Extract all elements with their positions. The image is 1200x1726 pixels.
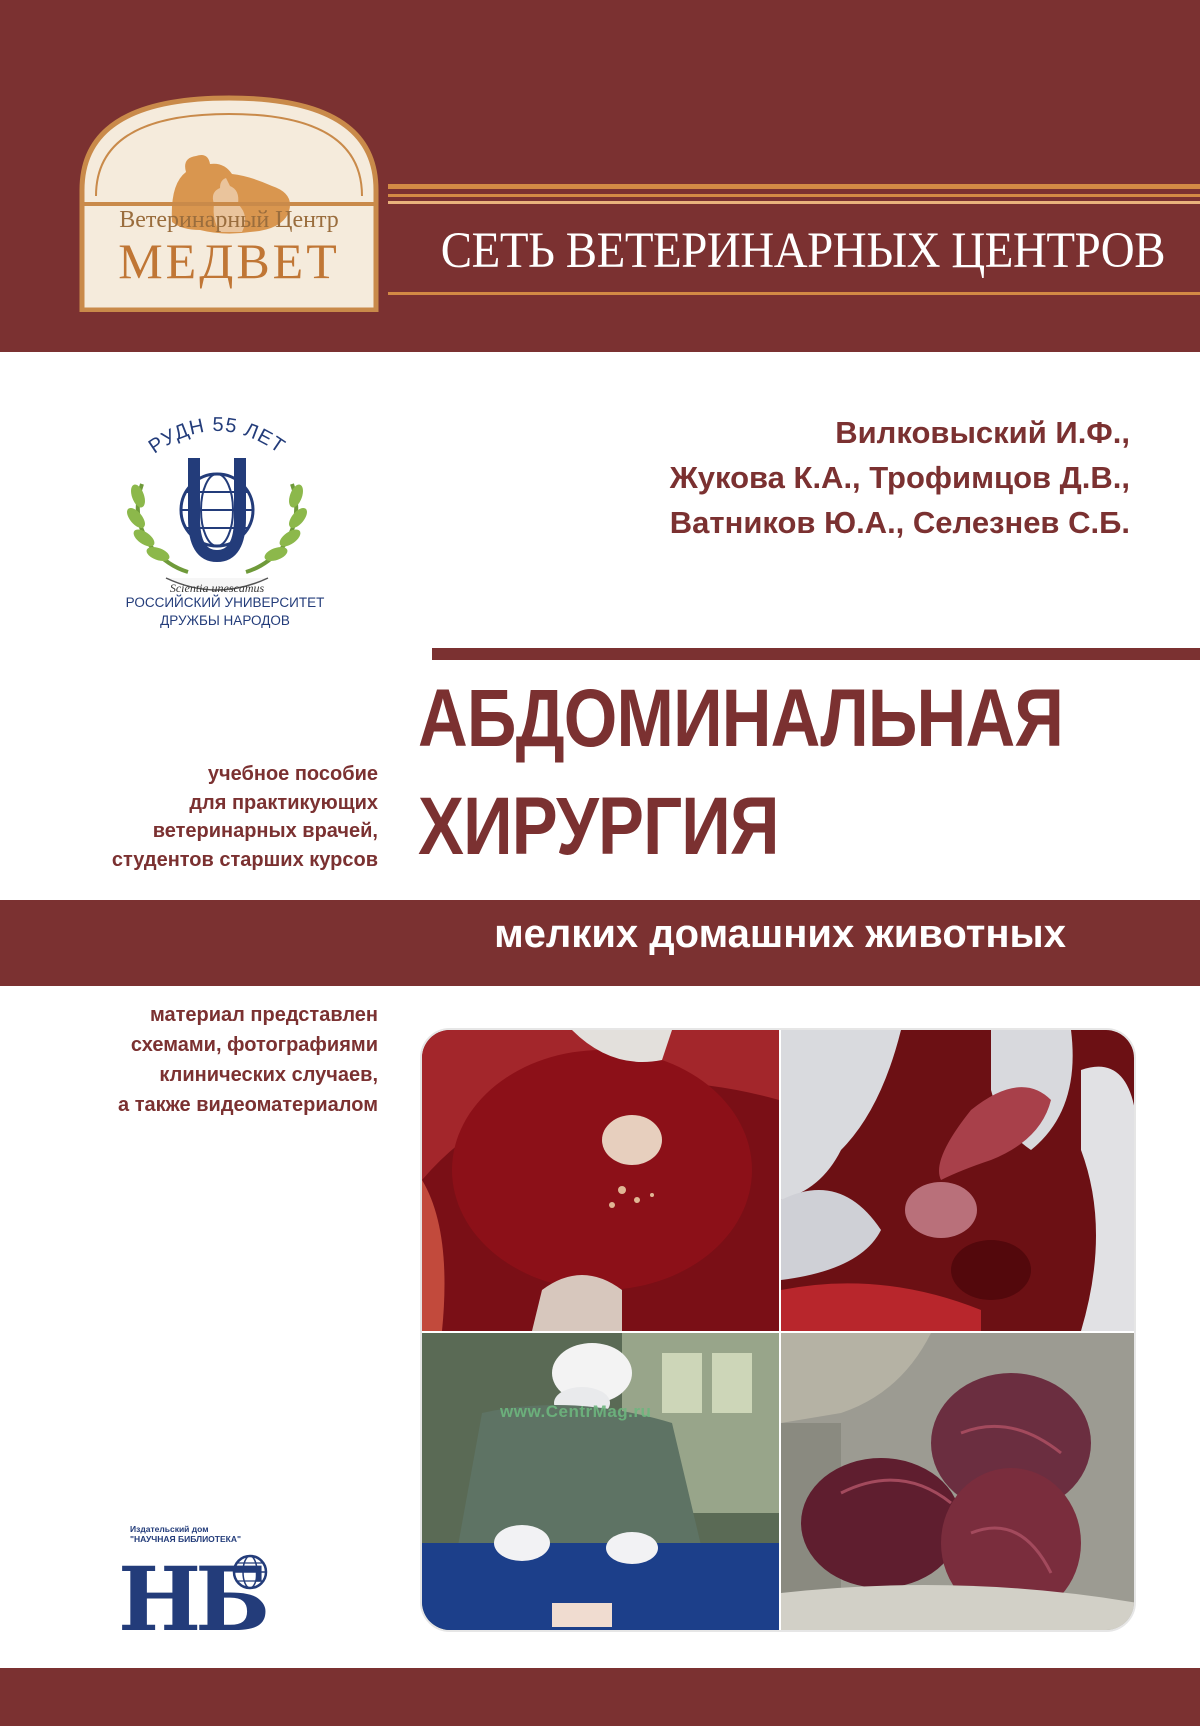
book-title-line2: ХИРУРГИЯ [418, 781, 779, 872]
publisher-monogram: НБ [118, 1548, 265, 1638]
decorative-stripe [388, 201, 1200, 204]
network-title: СЕТЬ ВЕТЕРИНАРНЫХ ЦЕНТРОВ [440, 223, 1166, 279]
material-line: клинических случаев, [159, 1064, 378, 1086]
audience-line: студентов старших курсов [111, 848, 378, 871]
decorative-stripe [388, 292, 1200, 295]
audience-line: для практикующих [189, 791, 378, 814]
surgery-photo [781, 1030, 1136, 1331]
author-line: Вилковыский И.Ф., [835, 415, 1130, 450]
material-line: а также видеоматериалом [118, 1094, 378, 1116]
book-title-line1: АБДОМИНАЛЬНАЯ [418, 673, 1064, 764]
surgery-photo [422, 1030, 779, 1331]
watermark-text: www.CentrMag.ru [500, 1402, 652, 1421]
university-name-line: ДРУЖБЫ НАРОДОВ [160, 613, 290, 628]
emblem-motto: Scientia unescamus [169, 581, 265, 595]
bottom-band [0, 1668, 1200, 1726]
university-name-line: РОССИЙСКИЙ УНИВЕРСИТЕТ [125, 595, 325, 610]
audience-line: ветеринарных врачей, [152, 820, 378, 842]
material-description [60, 1000, 378, 1120]
publisher-label-line: "НАУЧНАЯ БИБЛИОТЕКА" [130, 1534, 242, 1544]
emblem-arc-text: РУДН 55 ЛЕТ [144, 413, 290, 459]
publisher-label [130, 1524, 270, 1544]
surgery-photo [781, 1333, 1136, 1632]
publisher-label-line: Издательский дом [130, 1524, 209, 1534]
author-line: Ватников Ю.А., Селезнев С.Б. [669, 505, 1130, 540]
decorative-stripe [388, 184, 1200, 189]
authors [500, 410, 1130, 545]
title-rule [432, 648, 1200, 660]
audience-line: учебное пособие [207, 763, 378, 785]
surgery-photo [422, 1333, 779, 1632]
university-name [90, 594, 360, 630]
author-line: Жукова К.А., Трофимцов Д.В., [669, 460, 1130, 495]
material-line: материал представлен [149, 1004, 378, 1026]
logo-caption: Ветеринарный Центр [119, 207, 339, 233]
logo-name: МЕДВЕТ [118, 233, 340, 289]
material-line: схемами, фотографиями [130, 1034, 378, 1056]
audience-text [100, 760, 378, 874]
publisher-logo [118, 1548, 278, 1638]
book-subtitle: мелких домашних животных [494, 912, 1066, 956]
decorative-stripe [388, 194, 1200, 197]
svg-text:РУДН 55 ЛЕТ [145, 414, 289, 458]
photo-collage [420, 1028, 1136, 1632]
